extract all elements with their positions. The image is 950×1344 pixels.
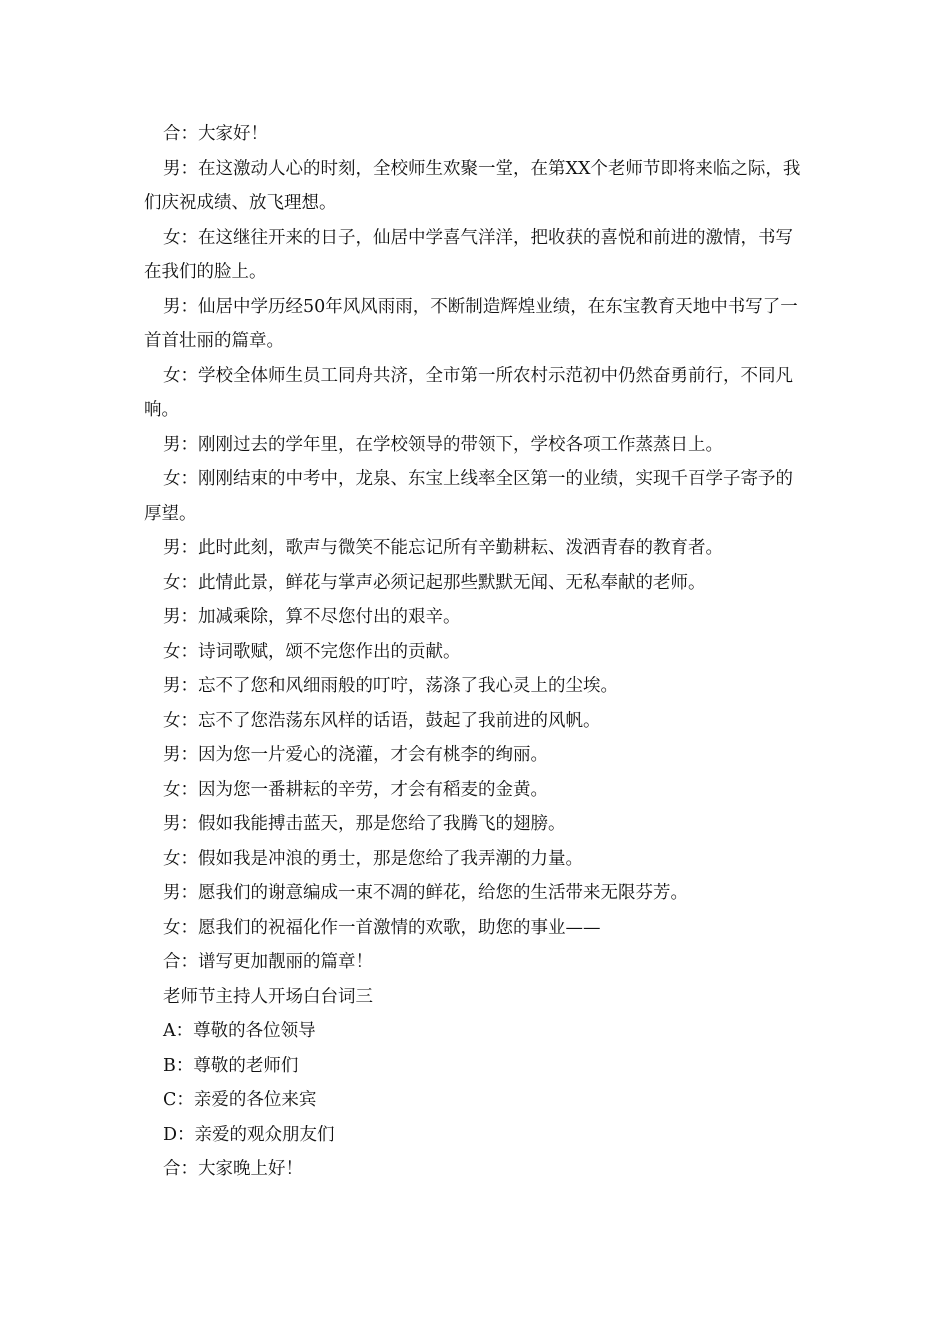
paragraph: A：尊敬的各位领导 — [163, 1021, 316, 1041]
section-heading: 老师节主持人开场白台词三 — [163, 986, 373, 1007]
paragraph: 女：此情此景，鲜花与掌声必须记起那些默默无闻、无私奉献的老师。 — [163, 572, 706, 593]
paragraph: 女：刚刚结束的中考中，龙泉、东宝上线率全区第一的业绩，实现千百学子寄予的厚望。 — [144, 469, 793, 524]
paragraph: 女：学校全体师生员工同舟共济，全市第一所农村示范初中仍然奋勇前行，不同凡响。 — [144, 365, 793, 420]
paragraph: 女：因为您一番耕耘的辛劳，才会有稻麦的金黄。 — [163, 779, 548, 800]
paragraph: 男：此时此刻，歌声与微笑不能忘记所有辛勤耕耘、泼洒青春的教育者。 — [163, 538, 723, 558]
paragraph: 男：忘不了您和风细雨般的叮咛，荡涤了我心灵上的尘埃。 — [163, 676, 618, 696]
paragraph: 合：大家好！ — [163, 124, 268, 144]
paragraph: B：尊敬的老师们 — [163, 1055, 299, 1076]
paragraph: 合：大家晚上好！ — [163, 1159, 303, 1179]
paragraph: 女：假如我是冲浪的勇士，那是您给了我弄潮的力量。 — [163, 848, 583, 869]
paragraph: 女：愿我们的祝福化作一首激情的欢歌，助您的事业—— — [163, 917, 601, 938]
paragraph: C：亲爱的各位来宾 — [163, 1090, 317, 1110]
paragraph: 男：假如我能搏击蓝天，那是您给了我腾飞的翅膀。 — [163, 814, 566, 834]
paragraph: 男：愿我们的谢意编成一束不凋的鲜花，给您的生活带来无限芬芳。 — [163, 883, 688, 903]
paragraph: 男：仙居中学历经50年风风雨雨，不断制造辉煌业绩，在东宝教育天地中书写了一首首壮丽的篇章。 — [144, 296, 798, 351]
paragraph: 女：忘不了您浩荡东风样的话语，鼓起了我前进的风帆。 — [163, 710, 601, 731]
paragraph: 女：在这继往开来的日子，仙居中学喜气洋洋，把收获的喜悦和前进的激情，书写在我们的脸上。 — [144, 227, 793, 282]
paragraph: D：亲爱的观众朋友们 — [163, 1124, 335, 1145]
paragraph: 男：加减乘除，算不尽您付出的艰辛。 — [163, 607, 461, 627]
paragraph: 合：谱写更加靓丽的篇章！ — [163, 952, 373, 972]
paragraph: 男：在这激动人心的时刻，全校师生欢聚一堂，在第XX个老师节即将来临之际，我们庆祝成绩、放飞理想。 — [144, 158, 801, 213]
paragraph: 男：刚刚过去的学年里，在学校领导的带领下，学校各项工作蒸蒸日上。 — [163, 434, 723, 455]
paragraph: 女：诗词歌赋，颂不完您作出的贡献。 — [163, 641, 461, 662]
paragraph: 男：因为您一片爱心的浇灌，才会有桃李的绚丽。 — [163, 745, 548, 765]
document-body — [144, 117, 806, 1187]
